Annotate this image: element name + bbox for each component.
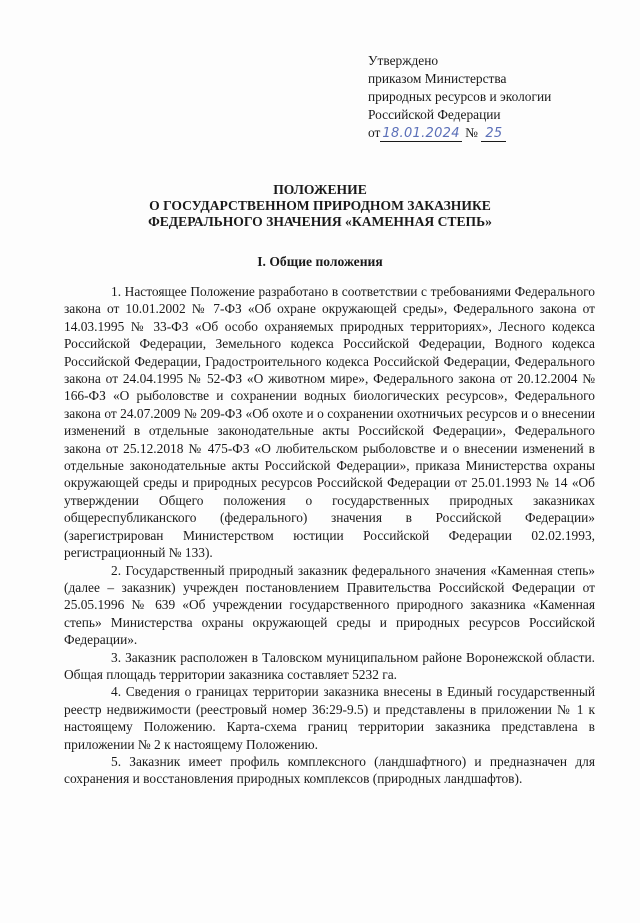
document-body — [64, 283, 595, 788]
approval-line: Утверждено — [368, 53, 439, 68]
handwritten-date: 18.01.2024 — [382, 126, 460, 141]
document-title — [0, 182, 640, 230]
approval-block — [368, 52, 551, 143]
approval-line: природных ресурсов и экологии — [368, 89, 552, 104]
paragraph: 4. Сведения о границах территории заказника внесены в Единый государственный реестр недвижимости (реестровый номер 36:29-9.5) и представлены в приложении № 1 к настоящему Положению. Карта-схема границ территории заказника представлена в приложении № 2 к настоящему Положению. — [64, 684, 595, 752]
title-line: ФЕДЕРАЛЬНОГО ЗНАЧЕНИЯ «КАМЕННАЯ СТЕПЬ» — [148, 214, 492, 229]
paragraph: 5. Заказник имеет профиль комплексного (ландшафтного) и предназначен для сохранения и восстановления природных комплексов (природных ландшафтов). — [64, 753, 595, 787]
number-sign: № — [465, 125, 478, 140]
paragraph: 3. Заказник расположен в Таловском муниципальном районе Воронежской области. Общая площадь территории заказника составляет 5232 га. — [64, 649, 595, 682]
paragraph: 2. Государственный природный заказник федерального значения «Каменная степь» (далее – заказник) учрежден постановлением Правительства Российской Федерации от 25.05.1996 № 639 «Об учреждении государственного природного заказника «Каменная степь» Министерства охраны окружающей среды и природных ресурсов Российской Федерации». — [64, 562, 595, 648]
approval-line: Российской Федерации — [368, 107, 501, 122]
section-heading: I. Общие положения — [257, 254, 383, 269]
title-line: О ГОСУДАРСТВЕННОМ ПРИРОДНОМ ЗАКАЗНИКЕ — [149, 198, 491, 213]
approval-line: приказом Министерства — [368, 71, 507, 86]
approval-date-line — [368, 124, 551, 143]
title-line: ПОЛОЖЕНИЕ — [273, 182, 367, 197]
paragraph: 1. Настоящее Положение разработано в соответствии с требованиями Федерального закона от 10.01.2002 № 7-ФЗ «Об охране окружающей среды», Федерального закона от 14.03.1995 № 33-ФЗ «Об особо охраняемых природных территориях», Лесного кодекса Российской Федерации, Земельного кодекса Российской Федерации, Водного кодекса Российской Федерации, Градостроительного кодекса Российской Федерации, Федерального закона от 24.04.1995 № 52-ФЗ «О животном мире», Федерального закона от 20.12.2004 № 166-ФЗ «О рыболовстве и сохранении водных биологических ресурсов», Федерального закона от 24.07.2009 № 209-ФЗ «Об охоте и о сохранении охотничьих ресурсов и о внесении изменений в отдельные законодательные акты Российской Федерации», Федерального закона от 25.12.2018 № 475-ФЗ «О любительском рыболовстве и о внесении изменений в отдельные законодательные акты Российской Федерации», приказа Министерства охраны окружающей среды и природных ресурсов Российской Федерации от 25.01.1993 № 14 «Об утверждении Общего положения о государственных природных заказниках общереспубликанского (федерального) значения в Российской Федерации» (зарегистрирован Министерством юстиции Российской Федерации 02.02.1993, регистрационный № 133). — [64, 284, 595, 561]
handwritten-number: 25 — [481, 126, 506, 142]
from-label: от — [368, 125, 381, 140]
